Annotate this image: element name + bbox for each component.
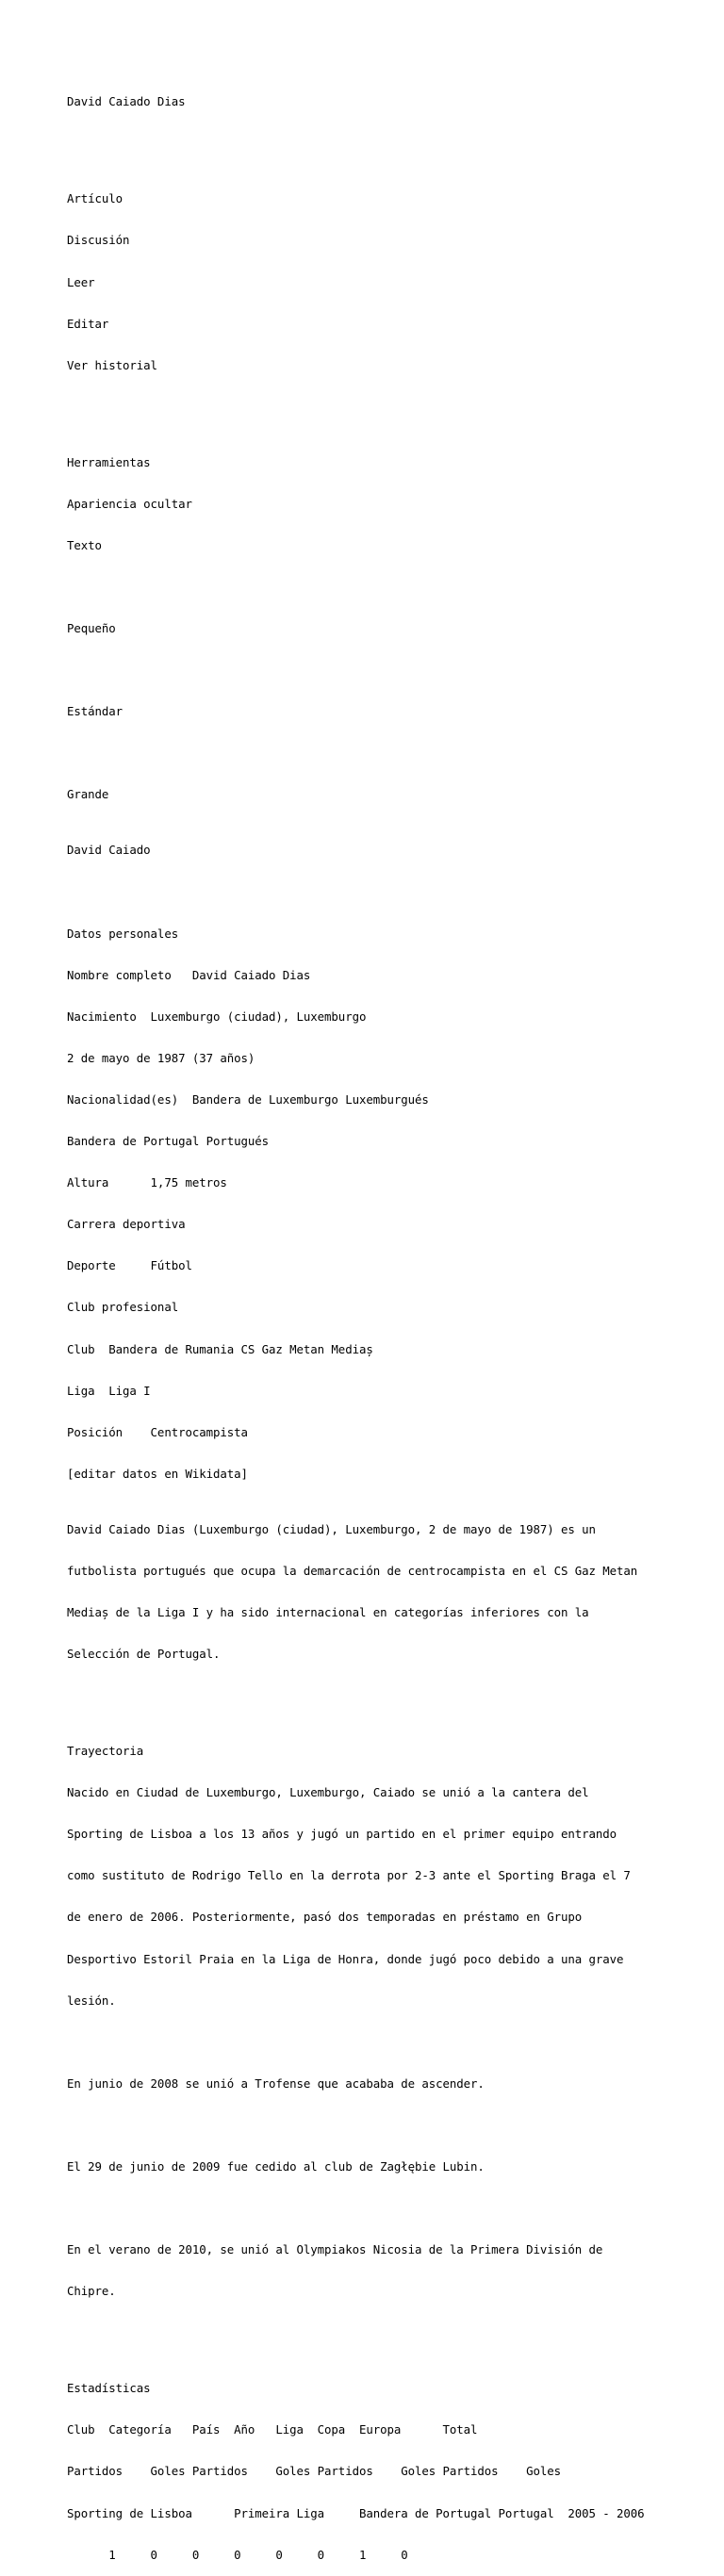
paragraph-line: lesión. <box>67 1993 116 2008</box>
spacer <box>67 138 708 152</box>
text-size-small-option[interactable]: Pequeño <box>67 621 116 636</box>
infobox-row: Bandera de Portugal Portugués <box>67 1134 270 1149</box>
spacer <box>67 2119 708 2133</box>
stats-row: Sporting de Lisboa Primeira Liga Bandera de Portugal Portugal 2005 - 2006 <box>67 2505 645 2520</box>
spacer <box>67 2326 708 2340</box>
infobox-row: 2 de mayo de 1987 (37 años) <box>67 1050 255 1065</box>
stats-header-row: Club Categoría País Año Liga Copa Europa Total <box>67 2422 478 2437</box>
text-size-standard-option[interactable]: Estándar <box>67 704 123 719</box>
paragraph-line: Desportivo Estoril Praia en la Liga de Honra, donde jugó poco debido a una grave <box>67 1951 624 1966</box>
edit-wikidata-link[interactable]: [editar datos en Wikidata] <box>67 1466 248 1481</box>
tab-leer[interactable]: Leer <box>67 274 95 289</box>
spacer <box>67 747 708 761</box>
tab-discusion[interactable]: Discusión <box>67 233 130 248</box>
infobox-row: Nombre completo David Caiado Dias <box>67 967 311 982</box>
intro-line: Selección de Portugal. <box>67 1647 221 1662</box>
infobox-row: Nacionalidad(es) Bandera de Luxemburgo Luxemburgués <box>67 1091 429 1107</box>
intro-line: futbolista portugués que ocupa la demarcación de centrocampista en el CS Gaz Metan <box>67 1563 638 1578</box>
spacer <box>67 885 708 899</box>
paragraph-line: El 29 de junio de 2009 fue cedido al club de Zagłębie Lubin. <box>67 2159 485 2174</box>
infobox-section-personal: Datos personales <box>67 926 179 941</box>
text-size-label: Texto <box>67 537 102 552</box>
section-heading-estadisticas: Estadísticas <box>67 2381 151 2396</box>
infobox-name: David Caiado <box>67 843 151 858</box>
stats-subheader-row: Partidos Goles Partidos Goles Partidos Goles Partidos Goles <box>67 2464 561 2479</box>
paragraph-line: Chipre. <box>67 2284 116 2299</box>
paragraph-line: Sporting de Lisboa a los 13 años y jugó un partido en el primer equipo entrando <box>67 1827 617 1842</box>
stats-row-values: 1 0 0 0 0 0 1 0 <box>67 2547 408 2562</box>
intro-line: Mediaș de la Liga I y ha sido internacional en categorías inferiores con la <box>67 1604 589 1619</box>
infobox-row: Altura 1,75 metros <box>67 1175 227 1190</box>
section-heading-trayectoria: Trayectoria <box>67 1743 144 1758</box>
tab-ver-historial[interactable]: Ver historial <box>67 357 157 372</box>
paragraph-line: de enero de 2006. Posteriormente, pasó dos temporadas en préstamo en Grupo <box>67 1910 583 1925</box>
page-title: David Caiado Dias <box>67 94 186 109</box>
paragraph-line: Nacido en Ciudad de Luxemburgo, Luxemburgo, Caiado se unió a la cantera del <box>67 1785 589 1800</box>
intro-line: David Caiado Dias (Luxemburgo (ciudad), Luxemburgo, 2 de mayo de 1987) es un <box>67 1521 596 1536</box>
infobox-row: Deporte Fútbol <box>67 1258 192 1273</box>
paragraph-line: En el verano de 2010, se unió al Olympiakos Nicosia de la Primera División de <box>67 2242 603 2257</box>
tab-editar[interactable]: Editar <box>67 316 109 331</box>
infobox-row: Liga Liga I <box>67 1383 151 1398</box>
infobox-row: Club profesional <box>67 1300 179 1315</box>
spacer <box>67 2202 708 2216</box>
spacer <box>67 2036 708 2050</box>
paragraph-line: como sustituto de Rodrigo Tello en la derrota por 2-3 ante el Sporting Braga el 7 <box>67 1868 631 1883</box>
paragraph-line: En junio de 2008 se unió a Trofense que acababa de ascender. <box>67 2076 485 2091</box>
spacer <box>67 664 708 678</box>
spacer <box>67 401 708 415</box>
spacer <box>67 1689 708 1703</box>
tab-articulo[interactable]: Artículo <box>67 191 123 206</box>
infobox-row: Posición Centrocampista <box>67 1424 248 1439</box>
infobox-row: Club Bandera de Rumania CS Gaz Metan Mediaș <box>67 1341 373 1356</box>
infobox-row: Carrera deportiva <box>67 1217 186 1232</box>
spacer <box>67 581 708 595</box>
appearance-toggle[interactable]: Apariencia ocultar <box>67 496 192 511</box>
tools-menu[interactable]: Herramientas <box>67 454 151 469</box>
text-size-large-option[interactable]: Grande <box>67 787 109 802</box>
article-text <box>67 68 708 2576</box>
infobox-row: Nacimiento Luxemburgo (ciudad), Luxemburgo <box>67 1009 367 1024</box>
